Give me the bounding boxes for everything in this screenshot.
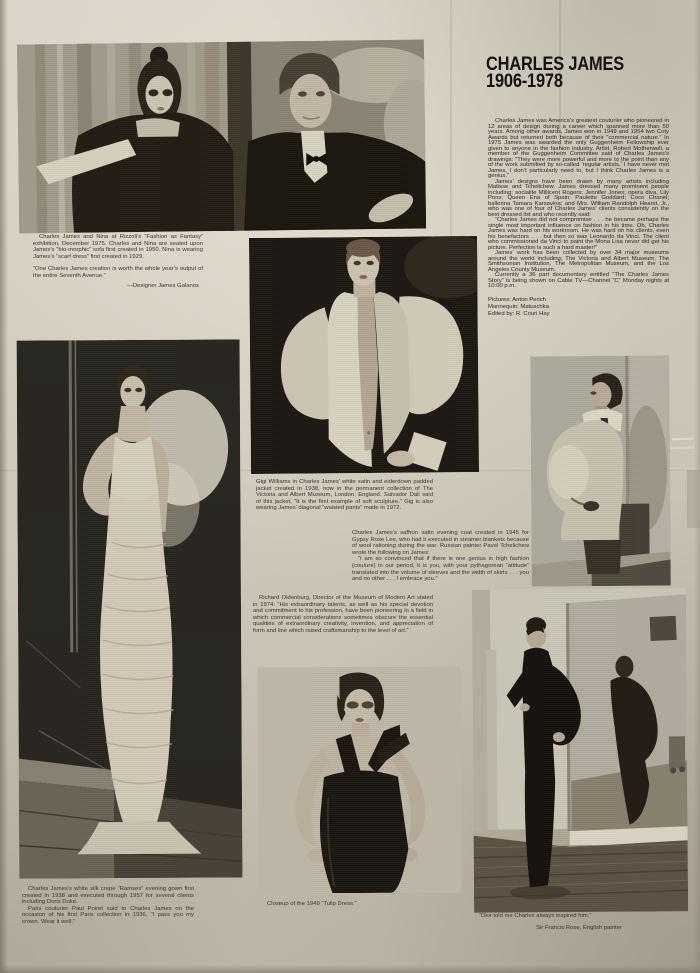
photo-saffron-evening-coat — [530, 356, 671, 587]
caption-ramses — [22, 886, 194, 926]
caption-gigi — [256, 479, 433, 512]
article-paragraph-1: Charles James was America’s greatest couturier who pioneered in 12 areas of design during a career which spanned more than 50 years. Among other awards, James won in 1949 and 1954 two Coty Awards but returned both because of their “commercial nature.” In 1975 James was awarded the only Guggenheim Fellowship ever given to anyone in the fashion industry. Artist, Robert Motherwell, a member of the Guggenheim Committee said of Charles James’s drawings: “They were more powerful and more to the point than any of the work submitted by so-called ‘regular artists.’ I have never met James, I don’t particularly need to, but I think Charles James is a genius.” — [488, 118, 669, 179]
credit-mannequin: Mannequin: Matuschka — [488, 303, 549, 310]
caption-tulip — [267, 901, 437, 908]
caption-saffron-coat — [352, 530, 529, 583]
caption-rizzoli-attribution: —Designer James Galanos — [126, 282, 199, 289]
caption-saffron-text: Charles James’s saffron satin evening coat created in 1945 for Gypsy Rose Lee, who had it executed in steamer blankets because of wool rationing during the war. Russian painter Pavel Tchelichew wrote the following on James: — [352, 530, 529, 556]
caption-dior-attribution: Sir Francis Rose, English painter — [536, 924, 622, 931]
scan-scratch-mark — [672, 438, 694, 441]
photo-ramses-gown — [17, 339, 243, 878]
caption-rizzoli-text: Charles James and Nina at Rizzoli’s “Fashion as Fantasy” exhibition, December 1975. Charles and Nina are seated upon James’s “bio-morphic” sofa first created in 1950. Nina is wearing James’s “scarf dress” first created in 1929. — [33, 234, 203, 260]
caption-oldenburg — [253, 595, 433, 635]
article-column — [488, 119, 669, 318]
article-paragraph-3: “Charles James did not compromise . . . he became perhaps the single most important influence on fashion in his time. Oh, Charles James was hard on his workroom. He was hard on his clients, even his benefactors . . . but then so was Leonardo da Vinci. The client who commissioned da Vinci to paint the Mona Lisa never did get his picture. Perfection is such a hard master!” — [488, 217, 669, 251]
article-paragraph-2: James’ designs have been drawn by many artists including Matisse and Tchelichew. James dressed many prominent people including: socialite Millicent Rogers; Jennifer Jones; opera diva, Lily Pons; Queen Ena of Spain; Paulette Goddard; Coco Chanel; ballerina Tamara Karsavina; and Mrs. William Randolph Hearst, Jr., who was one of four of Charles James’ clients consistently on the best dressed list and who recently said: — [488, 178, 669, 218]
caption-dior-quote: “Dior told me Charles always inspired him.” — [479, 913, 592, 919]
caption-oldenburg-text: Richard Oldenburg, Director of the Museum of Modern Art stated in 1974: “His extraordinary talents, as well as his special devotion and commitment to his profession, have been pioneering in a field in which commercial considerations sometimes obscure the essential qualities of extraordinary creativity, invention, and appreciation of form and line which raised craftsmanship to the level of art.” — [253, 595, 433, 634]
credit-pictures: Pictures: Anton Perich — [488, 296, 546, 303]
page-title-line2: 1906-1978 — [486, 70, 563, 92]
caption-ramses-text-2: Paris couturier Paul Poiret said to Charles James on the occasion of his first Paris collection in 1936, “I pass you my crown. Wear it well.” — [22, 905, 194, 925]
photo-tulip-dress-closeup — [257, 666, 461, 893]
caption-rizzoli — [33, 234, 203, 289]
caption-dior — [479, 913, 679, 931]
caption-ramses-text-1: Charles James’s white silk crepe “Ramses” evening gown first created in 1938 and executed through 1957 for several clients including Doris Duke. — [22, 886, 194, 906]
article-paragraph-5: Currently a 36 part documentary entitled “The Charles James Story” is being shown on Cable TV—Channel “C” Monday nights at 10:00 p.m. — [488, 272, 669, 289]
scan-scratch-mark — [669, 447, 695, 449]
page-crease-vertical — [450, 0, 452, 238]
credit-editor: Edited by: R. Couri Hay — [488, 310, 550, 317]
page-edge-shadow-left — [0, 0, 8, 973]
credits-block — [488, 297, 669, 318]
page-title — [486, 53, 624, 92]
caption-gigi-text: Gigi Williams in Charles James’ white satin and eiderdown padded jacket created in 1938, now in the permanent collection of The Victoria and Albert Museum, London, England. Salvador Dali said of this jacket, “It is the first example of soft sculpture.” Gig is also wearing James’ diagonal “waisted pants” made in 1972. — [256, 479, 433, 512]
page-title-line1: CHARLES JAMES — [486, 53, 624, 75]
photo-charles-james-and-nina — [17, 40, 426, 234]
page-edge-shadow-bottom — [0, 965, 700, 973]
photo-black-gown-mirror — [472, 588, 688, 912]
scan-edge-tab — [687, 470, 700, 528]
article-paragraph-4: James’ work has been collected by over 34 major museums around the world including; The Victoria and Albert Museum, The Smithsonian Institution, The Metropolitan Museum, and the Los Angeles County Museum. — [488, 250, 669, 273]
photo-gigi-williams-jacket — [249, 236, 479, 474]
caption-rizzoli-quote: “One Charles James creation is worth the whole year’s output of the entire Seventh Avenue.” — [33, 266, 203, 279]
caption-saffron-quote: “I am so convinced that if there is one genius in high fashion (couture) in our period, it is you, with your pythagorean “attitude” translated into the volume of sleeves and the width of skirts . . . you and no other . . . I embrace you.” — [352, 556, 529, 583]
caption-tulip-text: Closeup of the 1949 “Tulip Dress.” — [267, 901, 357, 907]
